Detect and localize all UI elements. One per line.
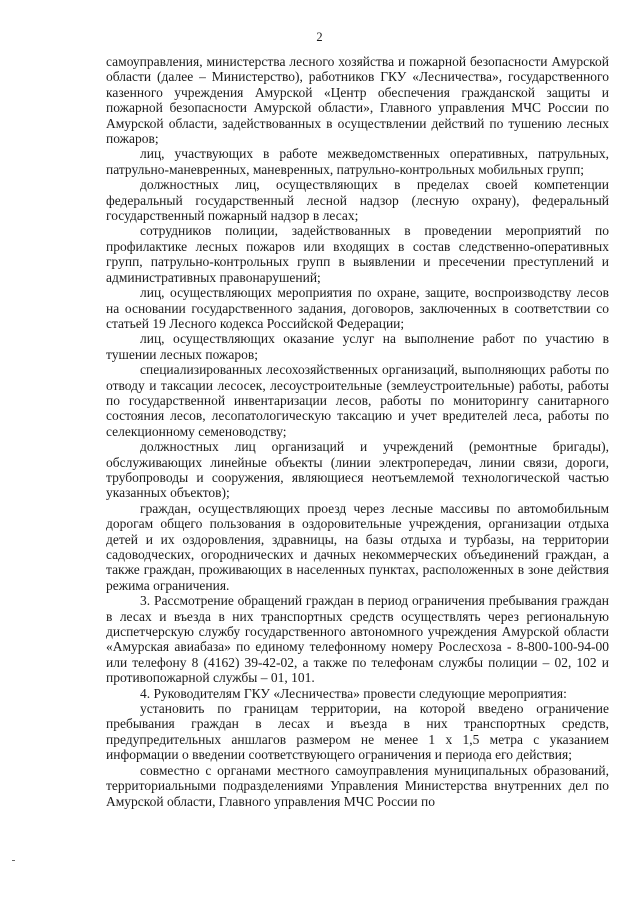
paragraph-list-item: лиц, участвующих в работе межведомственных оперативных, патрульных, патрульно-маневренных, маневренных, патрульно-контрольных мобильных групп; (106, 146, 609, 177)
paragraph-section-4: 4. Руководителям ГКУ «Лесничества» провести следующие мероприятия: (140, 685, 567, 701)
paragraph-list-item: сотрудников полиции, задействованных в проведении мероприятий по профилактике лесных пожаров или входящих в состав следственно-оперативных групп, патрульно-контрольных групп в выявлении и пресечении преступлений и административных правонарушений; (106, 223, 609, 285)
paragraph-continuation: самоуправления, министерства лесного хозяйства и пожарной безопасности Амурской области (далее – Министерство), работников ГКУ «Лесничества», государственного казенного учреждения Амурской «Центр обеспечения гражданской защиты и пожарной безопасности Амурской области», Главного управления МЧС России по Амурской области, задействованных в осуществлении действий по тушению лесных пожаров; (106, 54, 609, 147)
page-number: 2 (316, 30, 323, 44)
scan-mark (12, 860, 15, 861)
paragraph-list-item: должностных лиц, осуществляющих в пределах своей компетенции федеральный государственный лесной надзор (лесную охрану), федеральный государственный пожарный надзор в лесах; (106, 177, 609, 224)
paragraph-section-3: 3. Рассмотрение обращений граждан в период ограничения пребывания граждан в лесах и въезда в них транспортных средств осуществлять через региональную диспетчерскую службу государственного автономного учреждения Амурской области «Амурская авиабаза» по единому телефонному номеру Рослесхоза - 8-800-100-94-00 или телефону 8 (4162) 39-42-02, а также по телефонам службы полиции – 02, 102 и противопожарной службы – 01, 101. (106, 593, 609, 686)
paragraph-list-item: установить по границам территории, на которой введено ограничение пребывания граждан в лесах и въезда в них транспортных средств, предупредительных аншлагов размером не менее 1 х 1,5 метра с указанием информации о введении соответствующего ограничения и периода его действия; (106, 701, 609, 763)
paragraph-list-item: совместно с органами местного самоуправления муниципальных образований, территориальными подразделениями Управления Министерства внутренних дел по Амурской области, Главного управления МЧС России по (106, 762, 609, 809)
paragraph-list-item: граждан, осуществляющих проезд через лесные массивы по автомобильным дорогам общего пользования в оздоровительные учреждения, организации отдыха детей и их оздоровления, здравницы, на базы отдыха и турбазы, на территории садоводческих, огороднических и дачных некоммерческих объединений граждан, а также граждан, проживающих в населенных пунктах, расположенных в зоне действия режима ограничения. (106, 500, 609, 593)
paragraph-list-item: специализированных лесохозяйственных организаций, выполняющих работы по отводу и таксации лесосек, лесоустроительные (землеустроительные) работы, работы по государственной инвентаризации лесов, работы по мониторингу санитарного состояния лесов, лесопатологическую таксацию и учет вредителей леса, работы по селекционному семеноводству; (106, 362, 609, 439)
document-body (106, 54, 609, 809)
paragraph-list-item: лиц, осуществляющих оказание услуг на выполнение работ по участию в тушении лесных пожаров; (106, 331, 609, 362)
paragraph-list-item: лиц, осуществляющих мероприятия по охране, защите, воспроизводству лесов на основании государственного задания, договоров, заключенных в соответствии со статьей 19 Лесного кодекса Российской Федерации; (106, 285, 609, 331)
paragraph-list-item: должностных лиц организаций и учреждений (ремонтные бригады), обслуживающих линейные объекты (линии электропередач, линии связи, дороги, трубопроводы и сооружения, являющиеся неотъемлемой технологической частью указанных объектов); (106, 439, 609, 501)
